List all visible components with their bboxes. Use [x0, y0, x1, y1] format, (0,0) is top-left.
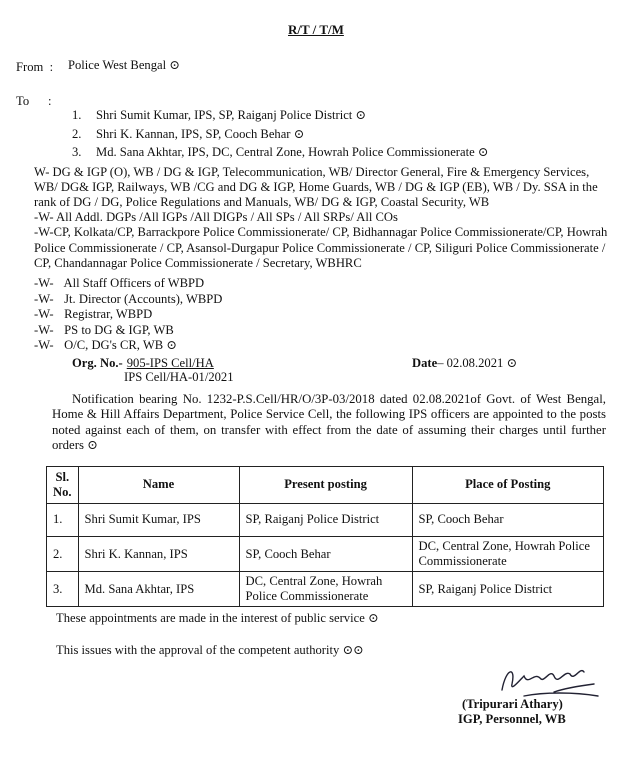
table-cell: Shri Sumit Kumar, IPS [78, 504, 239, 537]
copy-text: All Staff Officers of WBPD [63, 276, 205, 290]
recipient-item [72, 127, 304, 142]
from-label [16, 60, 53, 75]
notification-text: Notification bearing No. 1232-P.S.Cell/HR/O/3P-03/2018 dated 02.08.2021of Govt. of West Bengal, Home & Hill Affairs Department, Police Service Cell, the following IPS officers are appointed to the posts noted against each of them, on transfer with effect from the date of assuming their charges until further orders ⊙ [52, 392, 606, 452]
copy-to-paragraph: W- DG & IGP (O), WB / DG & IGP, Telecommunication, WB/ Director General, Fire & Emergency Services, WB/ DG& IGP, Railways, WB /CG and DG & IGP, Home Guards, WB / DG & IGP (EB), WB / Dy. SSA in the rank of DG / DG, Police Regulations and Manuals, WB/ DG & IGP, Coastal Security, WB [34, 165, 598, 210]
table-cell: SP, Raiganj Police District [412, 572, 603, 607]
table-cell: Shri K. Kannan, IPS [78, 537, 239, 572]
column-header-place-of-posting: Place of Posting [412, 467, 603, 504]
copy-to-item [34, 292, 222, 308]
table-cell: 2. [47, 537, 79, 572]
copy-prefix: -W- [34, 322, 54, 337]
org-number-label: Org. No.- [72, 356, 123, 370]
table-cell: SP, Raiganj Police District [239, 504, 412, 537]
recipient-number: 1. [72, 108, 82, 122]
signature-mark [494, 662, 604, 702]
copy-prefix: -W- [34, 291, 54, 306]
copy-text: Jt. Director (Accounts), WBPD [64, 291, 223, 306]
table-cell: Md. Sana Akhtar, IPS [78, 572, 239, 607]
column-header-name: Name [78, 467, 239, 504]
approval-statement: This issues with the approval of the competent authority ⊙⊙ [56, 643, 364, 658]
notification-paragraph [52, 392, 606, 453]
table-row [47, 572, 604, 607]
copy-text: PS to DG & IGP, WB [64, 322, 174, 337]
org-number-secondary: IPS Cell/HA-01/2021 [124, 370, 234, 384]
column-header-present-posting: Present posting [239, 467, 412, 504]
table-row [47, 504, 604, 537]
copy-to-list [34, 276, 222, 354]
to-label: To [16, 94, 30, 108]
from-label-text: From [16, 60, 44, 74]
table-cell: 3. [47, 572, 79, 607]
copy-prefix: -W- [34, 276, 54, 290]
copy-prefix: -W- [34, 338, 54, 352]
interest-statement: These appointments are made in the interest of public service ⊙ [56, 611, 379, 626]
copy-to-item [34, 338, 222, 354]
table-cell: 1. [47, 504, 79, 537]
to-separator: : [48, 94, 52, 108]
recipient-item [72, 145, 488, 160]
from-separator: : [49, 60, 54, 74]
document-date [412, 356, 517, 371]
recipient-number: 3. [72, 145, 82, 159]
postings-table [46, 466, 604, 607]
copy-to-paragraph: -W-CP, Kolkata/CP, Barrackpore Police Commissionerate/ CP, Bidhannagar Police Commissionerate/CP, Howrah Police Commissionerate / CP, Asansol-Durgapur Police Commissionerate / CP, Siliguri Police Commissionerate / CP, Chandannagar Police Commissionerate / Secretary, WBHRC [34, 225, 608, 270]
copy-to-item [34, 323, 222, 339]
recipient-text: Shri Sumit Kumar, IPS, SP, Raiganj Police District ⊙ [96, 108, 366, 122]
column-header-sl-no: Sl. No. [47, 467, 79, 504]
recipient-text: Md. Sana Akhtar, IPS, DC, Central Zone, Howrah Police Commissionerate ⊙ [96, 145, 488, 159]
table-header-row [47, 467, 604, 504]
table-cell: SP, Cooch Behar [412, 504, 603, 537]
recipient-text: Shri K. Kannan, IPS, SP, Cooch Behar ⊙ [96, 127, 304, 141]
recipient-number: 2. [72, 127, 82, 141]
copy-to-paragraph: -W- All Addl. DGPs /All IGPs /All DIGPs / All SPs / All SRPs/ All COs [34, 210, 398, 225]
copy-prefix: -W- [34, 307, 54, 321]
table-row [47, 537, 604, 572]
signatory-name: (Tripurari Athary) [462, 697, 563, 711]
date-label: Date [412, 356, 438, 370]
table-cell: DC, Central Zone, Howrah Police Commissionerate [412, 537, 603, 572]
copy-text: Registrar, WBPD [64, 307, 153, 321]
from-value: Police West Bengal ⊙ [68, 58, 180, 73]
signatory-designation: IGP, Personnel, WB [458, 712, 566, 726]
copy-to-item [34, 307, 222, 323]
org-number-value: 905-IPS Cell/HA [126, 356, 214, 370]
org-number [72, 356, 214, 371]
date-value: – 02.08.2021 ⊙ [437, 356, 517, 370]
table-cell: SP, Cooch Behar [239, 537, 412, 572]
copy-text: O/C, DG's CR, WB ⊙ [64, 338, 177, 352]
document-header: R/T / T/M [288, 22, 344, 37]
recipient-item [72, 108, 366, 123]
copy-to-item [34, 276, 222, 292]
table-cell: DC, Central Zone, Howrah Police Commissionerate [239, 572, 412, 607]
copy-to-block [34, 165, 609, 271]
